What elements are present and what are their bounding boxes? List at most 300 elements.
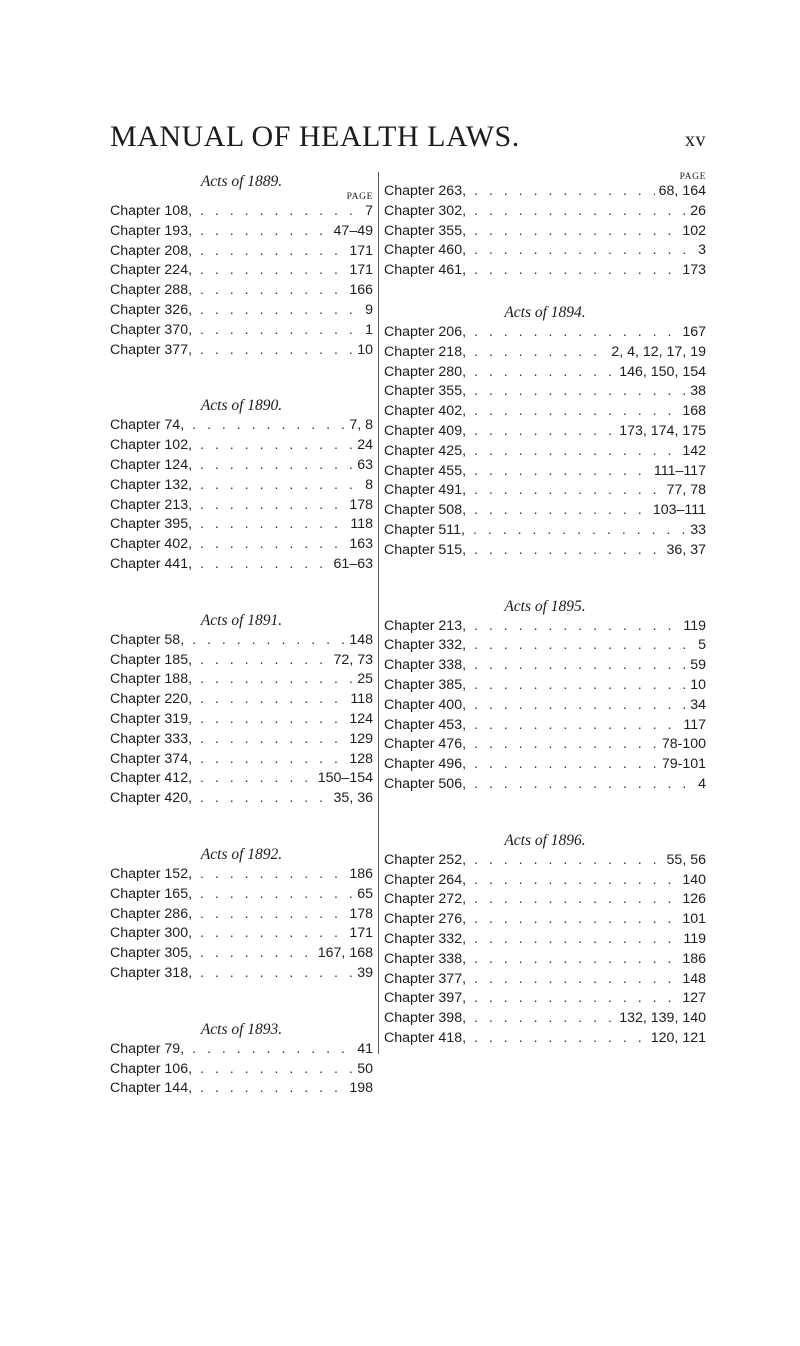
dot-leader — [466, 735, 658, 755]
chapter-label: Chapter 491, — [384, 482, 467, 499]
chapter-label: Chapter 302, — [384, 202, 467, 219]
dot-leader — [466, 871, 678, 891]
page-reference: 77, 78 — [666, 482, 706, 499]
section-title: Acts of 1892. — [200, 845, 283, 863]
page-reference: 47–49 — [333, 222, 373, 239]
dot-leader — [466, 1029, 647, 1049]
dot-leader — [192, 321, 361, 341]
chapter-label: Chapter 152, — [110, 865, 193, 882]
index-row — [384, 261, 706, 281]
dot-leader — [192, 515, 346, 535]
dot-leader — [466, 323, 678, 343]
index-row — [384, 696, 706, 716]
index-row — [110, 1040, 373, 1060]
index-row — [110, 222, 373, 242]
section-gap — [384, 281, 706, 303]
acts-section — [110, 396, 373, 574]
dot-leader — [465, 521, 686, 541]
page-reference: 63 — [357, 456, 373, 473]
dot-leader — [466, 910, 678, 930]
page-reference: 26 — [690, 202, 706, 219]
dot-leader — [192, 750, 345, 770]
index-row — [384, 541, 706, 561]
dot-leader — [466, 636, 694, 656]
dot-leader — [466, 402, 678, 422]
page-reference: 79-101 — [661, 756, 706, 773]
page-reference: 173, 174, 175 — [619, 422, 706, 439]
page-reference: 118 — [350, 691, 373, 708]
page-reference: 119 — [683, 930, 706, 947]
dot-leader — [192, 964, 353, 984]
chapter-label: Chapter 338, — [384, 950, 467, 967]
page-reference: 140 — [682, 871, 706, 888]
column-divider — [378, 172, 379, 1054]
page-reference: 146, 150, 154 — [619, 363, 706, 380]
index-row — [110, 416, 373, 436]
chapter-label: Chapter 286, — [110, 905, 193, 922]
page-reference: 68, 164 — [658, 183, 706, 199]
dot-leader — [466, 1009, 615, 1029]
chapter-label: Chapter 218, — [384, 343, 467, 360]
index-row — [110, 202, 373, 222]
chapter-label: Chapter 263, — [384, 183, 467, 199]
dot-leader — [192, 496, 345, 516]
chapter-label: Chapter 496, — [384, 756, 467, 773]
chapter-label: Chapter 420, — [110, 790, 193, 807]
section-title: Acts of 1893. — [200, 1020, 283, 1038]
chapter-label: Chapter 264, — [384, 871, 467, 888]
index-row — [110, 885, 373, 905]
dot-leader — [466, 501, 649, 521]
page-reference: 50 — [357, 1060, 373, 1077]
index-row — [384, 676, 706, 696]
dot-leader — [466, 222, 678, 242]
chapter-label: Chapter 461, — [384, 262, 467, 279]
index-row — [110, 1060, 373, 1080]
index-row — [384, 989, 706, 1009]
chapter-label: Chapter 276, — [384, 911, 467, 928]
page-reference: 148 — [349, 631, 373, 648]
chapter-label: Chapter 74, — [110, 417, 185, 434]
index-row — [110, 496, 373, 516]
index-row — [110, 905, 373, 925]
dot-leader — [192, 944, 314, 964]
page-column-label: PAGE — [346, 192, 373, 202]
chapter-label: Chapter 79, — [110, 1040, 185, 1057]
dot-leader — [466, 462, 650, 482]
chapter-label: Chapter 300, — [110, 925, 193, 942]
page-reference: 129 — [349, 730, 373, 747]
index-row — [384, 182, 706, 202]
index-row — [384, 521, 706, 541]
page-reference: 24 — [357, 437, 373, 454]
index-row — [384, 716, 706, 736]
index-row — [384, 442, 706, 462]
section-gap — [110, 360, 373, 396]
index-row — [384, 382, 706, 402]
page-reference: 3 — [698, 242, 706, 259]
page-reference: 111–117 — [653, 462, 706, 479]
index-row — [384, 636, 706, 656]
chapter-label: Chapter 332, — [384, 637, 467, 654]
index-row — [384, 1009, 706, 1029]
dot-leader — [192, 865, 345, 885]
page-reference: 34 — [690, 696, 706, 713]
index-row — [110, 515, 373, 535]
section-gap — [384, 795, 706, 831]
index-row — [384, 890, 706, 910]
page-reference: 171 — [349, 242, 373, 259]
chapter-label: Chapter 319, — [110, 710, 193, 727]
index-row — [110, 789, 373, 809]
chapter-label: Chapter 326, — [110, 301, 193, 318]
chapter-label: Chapter 213, — [384, 617, 467, 634]
dot-leader — [192, 242, 345, 262]
chapter-label: Chapter 402, — [110, 536, 193, 553]
chapter-label: Chapter 455, — [384, 462, 467, 479]
dot-leader — [192, 1060, 353, 1080]
chapter-label: Chapter 102, — [110, 437, 193, 454]
dot-leader — [192, 651, 330, 671]
index-row — [384, 755, 706, 775]
page-reference: 38 — [690, 383, 706, 400]
index-row — [384, 656, 706, 676]
dot-leader — [192, 456, 353, 476]
page-reference: 124 — [349, 710, 373, 727]
chapter-label: Chapter 106, — [110, 1060, 193, 1077]
chapter-label: Chapter 515, — [384, 541, 467, 558]
chapter-label: Chapter 460, — [384, 242, 467, 259]
acts-section — [110, 845, 373, 984]
index-row — [110, 651, 373, 671]
chapter-label: Chapter 58, — [110, 631, 185, 648]
section-gap — [110, 575, 373, 611]
dot-leader — [466, 363, 615, 383]
dot-leader — [192, 1079, 345, 1099]
index-row — [110, 964, 373, 984]
page-reference: 36, 37 — [666, 541, 706, 558]
chapter-label: Chapter 377, — [384, 970, 467, 987]
index-row — [384, 222, 706, 242]
chapter-label: Chapter 272, — [384, 891, 467, 908]
index-row — [384, 241, 706, 261]
page-reference: 142 — [682, 442, 706, 459]
index-row — [110, 865, 373, 885]
chapter-label: Chapter 508, — [384, 502, 467, 519]
section-title: Acts of 1890. — [200, 397, 283, 415]
acts-section — [384, 831, 706, 1049]
dot-leader — [192, 730, 345, 750]
index-row — [384, 930, 706, 950]
index-row — [110, 730, 373, 750]
dot-leader — [466, 890, 678, 910]
chapter-label: Chapter 506, — [384, 775, 467, 792]
index-row — [384, 1029, 706, 1049]
dot-leader — [192, 436, 353, 456]
index-row — [110, 281, 373, 301]
page-reference: 148 — [682, 970, 706, 987]
dot-leader — [192, 905, 345, 925]
page-reference: 65 — [357, 885, 373, 902]
dot-leader — [466, 202, 686, 222]
page-reference: 10 — [690, 676, 706, 693]
chapter-label: Chapter 193, — [110, 222, 193, 239]
dot-leader — [466, 716, 679, 736]
index-row — [110, 476, 373, 496]
running-title: MANUAL OF HEALTH LAWS. — [110, 120, 520, 153]
index-row — [110, 321, 373, 341]
dot-leader — [192, 710, 345, 730]
chapter-label: Chapter 385, — [384, 676, 467, 693]
dot-leader — [466, 930, 679, 950]
chapter-label: Chapter 355, — [384, 222, 467, 239]
page-reference: 9 — [365, 301, 373, 318]
page-reference: 171 — [349, 262, 373, 279]
page-reference: 126 — [682, 891, 706, 908]
page-reference: 1 — [365, 321, 373, 338]
chapter-label: Chapter 188, — [110, 671, 193, 688]
chapter-label: Chapter 206, — [384, 323, 467, 340]
dot-leader — [466, 182, 655, 202]
chapter-label: Chapter 333, — [110, 730, 193, 747]
dot-leader — [466, 442, 678, 462]
dot-leader — [466, 343, 607, 363]
chapter-label: Chapter 377, — [110, 341, 193, 358]
dot-leader — [466, 241, 694, 261]
page-reference: 120, 121 — [650, 1029, 706, 1046]
chapter-label: Chapter 355, — [384, 383, 467, 400]
acts-section — [110, 611, 373, 809]
index-row — [384, 871, 706, 891]
page-reference: 55, 56 — [666, 851, 706, 868]
chapter-label: Chapter 398, — [384, 1010, 467, 1027]
dot-leader — [192, 690, 346, 710]
chapter-label: Chapter 318, — [110, 964, 193, 981]
acts-section — [384, 172, 706, 281]
page-reference: 168 — [682, 403, 706, 420]
chapter-label: Chapter 185, — [110, 651, 193, 668]
index-row — [110, 242, 373, 262]
dot-leader — [192, 670, 353, 690]
page-reference: 178 — [349, 905, 373, 922]
chapter-label: Chapter 412, — [110, 770, 193, 787]
chapter-label: Chapter 370, — [110, 321, 193, 338]
dot-leader — [192, 476, 361, 496]
page-reference: 7, 8 — [349, 417, 373, 434]
chapter-label: Chapter 288, — [110, 282, 193, 299]
index-row — [384, 775, 706, 795]
page-reference: 128 — [349, 750, 373, 767]
index-row — [110, 769, 373, 789]
dot-leader — [466, 676, 686, 696]
dot-leader — [466, 656, 686, 676]
page-reference: 150–154 — [317, 770, 373, 787]
dot-leader — [192, 535, 345, 555]
dot-leader — [192, 885, 353, 905]
dot-leader — [184, 1040, 353, 1060]
acts-section — [110, 172, 373, 360]
page-reference: 186 — [682, 950, 706, 967]
dot-leader — [192, 924, 345, 944]
dot-leader — [466, 541, 663, 561]
index-row — [110, 341, 373, 361]
chapter-label: Chapter 425, — [384, 442, 467, 459]
chapter-label: Chapter 374, — [110, 750, 193, 767]
page-reference: 118 — [350, 516, 373, 533]
page-reference: 171 — [349, 925, 373, 942]
index-row — [384, 851, 706, 871]
index-row — [110, 690, 373, 710]
page-reference: 166 — [349, 282, 373, 299]
dot-leader — [192, 202, 361, 222]
dot-leader — [466, 970, 678, 990]
chapter-label: Chapter 400, — [384, 696, 467, 713]
chapter-label: Chapter 338, — [384, 657, 467, 674]
chapter-label: Chapter 409, — [384, 422, 467, 439]
page-folio: xv — [685, 129, 706, 151]
index-row — [384, 970, 706, 990]
index-row — [384, 363, 706, 383]
page-reference: 163 — [349, 536, 373, 553]
dot-leader — [192, 222, 330, 242]
index-row — [110, 535, 373, 555]
section-gap — [384, 561, 706, 597]
page-reference: 33 — [690, 521, 706, 538]
dot-leader — [192, 555, 330, 575]
page-reference: 10 — [357, 341, 373, 358]
index-row — [384, 343, 706, 363]
index-row — [384, 617, 706, 637]
chapter-label: Chapter 441, — [110, 555, 193, 572]
page-reference: 186 — [349, 865, 373, 882]
dot-leader — [192, 301, 361, 321]
chapter-label: Chapter 397, — [384, 990, 467, 1007]
chapter-label: Chapter 476, — [384, 736, 467, 753]
acts-section — [384, 597, 706, 795]
index-row — [384, 910, 706, 930]
index-row — [110, 555, 373, 575]
page-reference: 127 — [682, 990, 706, 1007]
page-reference: 167, 168 — [317, 945, 373, 962]
page-reference: 25 — [357, 671, 373, 688]
page-reference: 167 — [682, 323, 706, 340]
right-column — [384, 172, 706, 1049]
dot-leader — [184, 416, 345, 436]
page-reference: 119 — [683, 617, 706, 634]
dot-leader — [192, 261, 345, 281]
index-row — [384, 202, 706, 222]
page-reference: 41 — [357, 1040, 373, 1057]
chapter-label: Chapter 395, — [110, 516, 193, 533]
page-reference: 4 — [698, 775, 706, 792]
chapter-label: Chapter 208, — [110, 242, 193, 259]
index-row — [384, 735, 706, 755]
index-row — [384, 950, 706, 970]
page-reference: 61–63 — [333, 555, 373, 572]
chapter-label: Chapter 332, — [384, 930, 467, 947]
index-row — [384, 481, 706, 501]
page-reference: 117 — [683, 716, 706, 733]
page-header — [110, 120, 706, 154]
index-row — [110, 261, 373, 281]
index-row — [110, 944, 373, 964]
section-gap — [110, 984, 373, 1020]
index-row — [110, 436, 373, 456]
dot-leader — [192, 769, 314, 789]
page-reference: 35, 36 — [333, 790, 373, 807]
page-reference: 2, 4, 12, 17, 19 — [611, 343, 706, 360]
page-reference: 178 — [349, 496, 373, 513]
chapter-label: Chapter 511, — [384, 521, 465, 538]
dot-leader — [466, 382, 686, 402]
page-reference: 59 — [690, 657, 706, 674]
section-title: Acts of 1891. — [200, 611, 283, 629]
chapter-label: Chapter 453, — [384, 716, 467, 733]
page-reference: 78-100 — [661, 736, 706, 753]
page-reference: 72, 73 — [333, 651, 373, 668]
index-row — [384, 462, 706, 482]
dot-leader — [184, 631, 345, 651]
page-reference: 7 — [365, 203, 373, 219]
page-reference: 198 — [349, 1080, 373, 1097]
dot-leader — [466, 989, 678, 1009]
dot-leader — [466, 261, 678, 281]
dot-leader — [192, 789, 330, 809]
section-gap — [110, 809, 373, 845]
chapter-label: Chapter 213, — [110, 496, 193, 513]
chapter-label: Chapter 280, — [384, 363, 467, 380]
dot-leader — [466, 775, 694, 795]
index-row — [384, 323, 706, 343]
dot-leader — [466, 950, 678, 970]
dot-leader — [466, 851, 663, 871]
dot-leader — [466, 696, 686, 716]
index-row — [110, 456, 373, 476]
dot-leader — [192, 341, 353, 361]
index-row — [110, 924, 373, 944]
chapter-label: Chapter 220, — [110, 691, 193, 708]
index-row — [384, 402, 706, 422]
index-row — [110, 301, 373, 321]
index-row — [110, 1079, 373, 1099]
chapter-label: Chapter 132, — [110, 476, 193, 493]
chapter-label: Chapter 124, — [110, 456, 193, 473]
page-reference: 132, 139, 140 — [619, 1010, 706, 1027]
index-row — [110, 750, 373, 770]
index-row — [384, 422, 706, 442]
section-title: Acts of 1894. — [504, 303, 586, 321]
acts-section — [384, 303, 706, 561]
page-reference: 5 — [698, 637, 706, 654]
section-title: Acts of 1895. — [504, 597, 586, 615]
dot-leader — [466, 617, 679, 637]
chapter-label: Chapter 402, — [384, 403, 467, 420]
chapter-label: Chapter 224, — [110, 262, 193, 279]
page-reference: 8 — [365, 476, 373, 493]
left-column — [110, 172, 373, 1099]
dot-leader — [466, 422, 615, 442]
index-row — [110, 631, 373, 651]
chapter-label: Chapter 165, — [110, 885, 193, 902]
dot-leader — [466, 755, 658, 775]
chapter-label: Chapter 144, — [110, 1080, 193, 1097]
page-reference: 101 — [682, 911, 706, 928]
dot-leader — [466, 481, 663, 501]
section-title: Acts of 1896. — [504, 831, 586, 849]
chapter-label: Chapter 305, — [110, 945, 193, 962]
index-row — [110, 710, 373, 730]
chapter-label: Chapter 108, — [110, 203, 193, 219]
